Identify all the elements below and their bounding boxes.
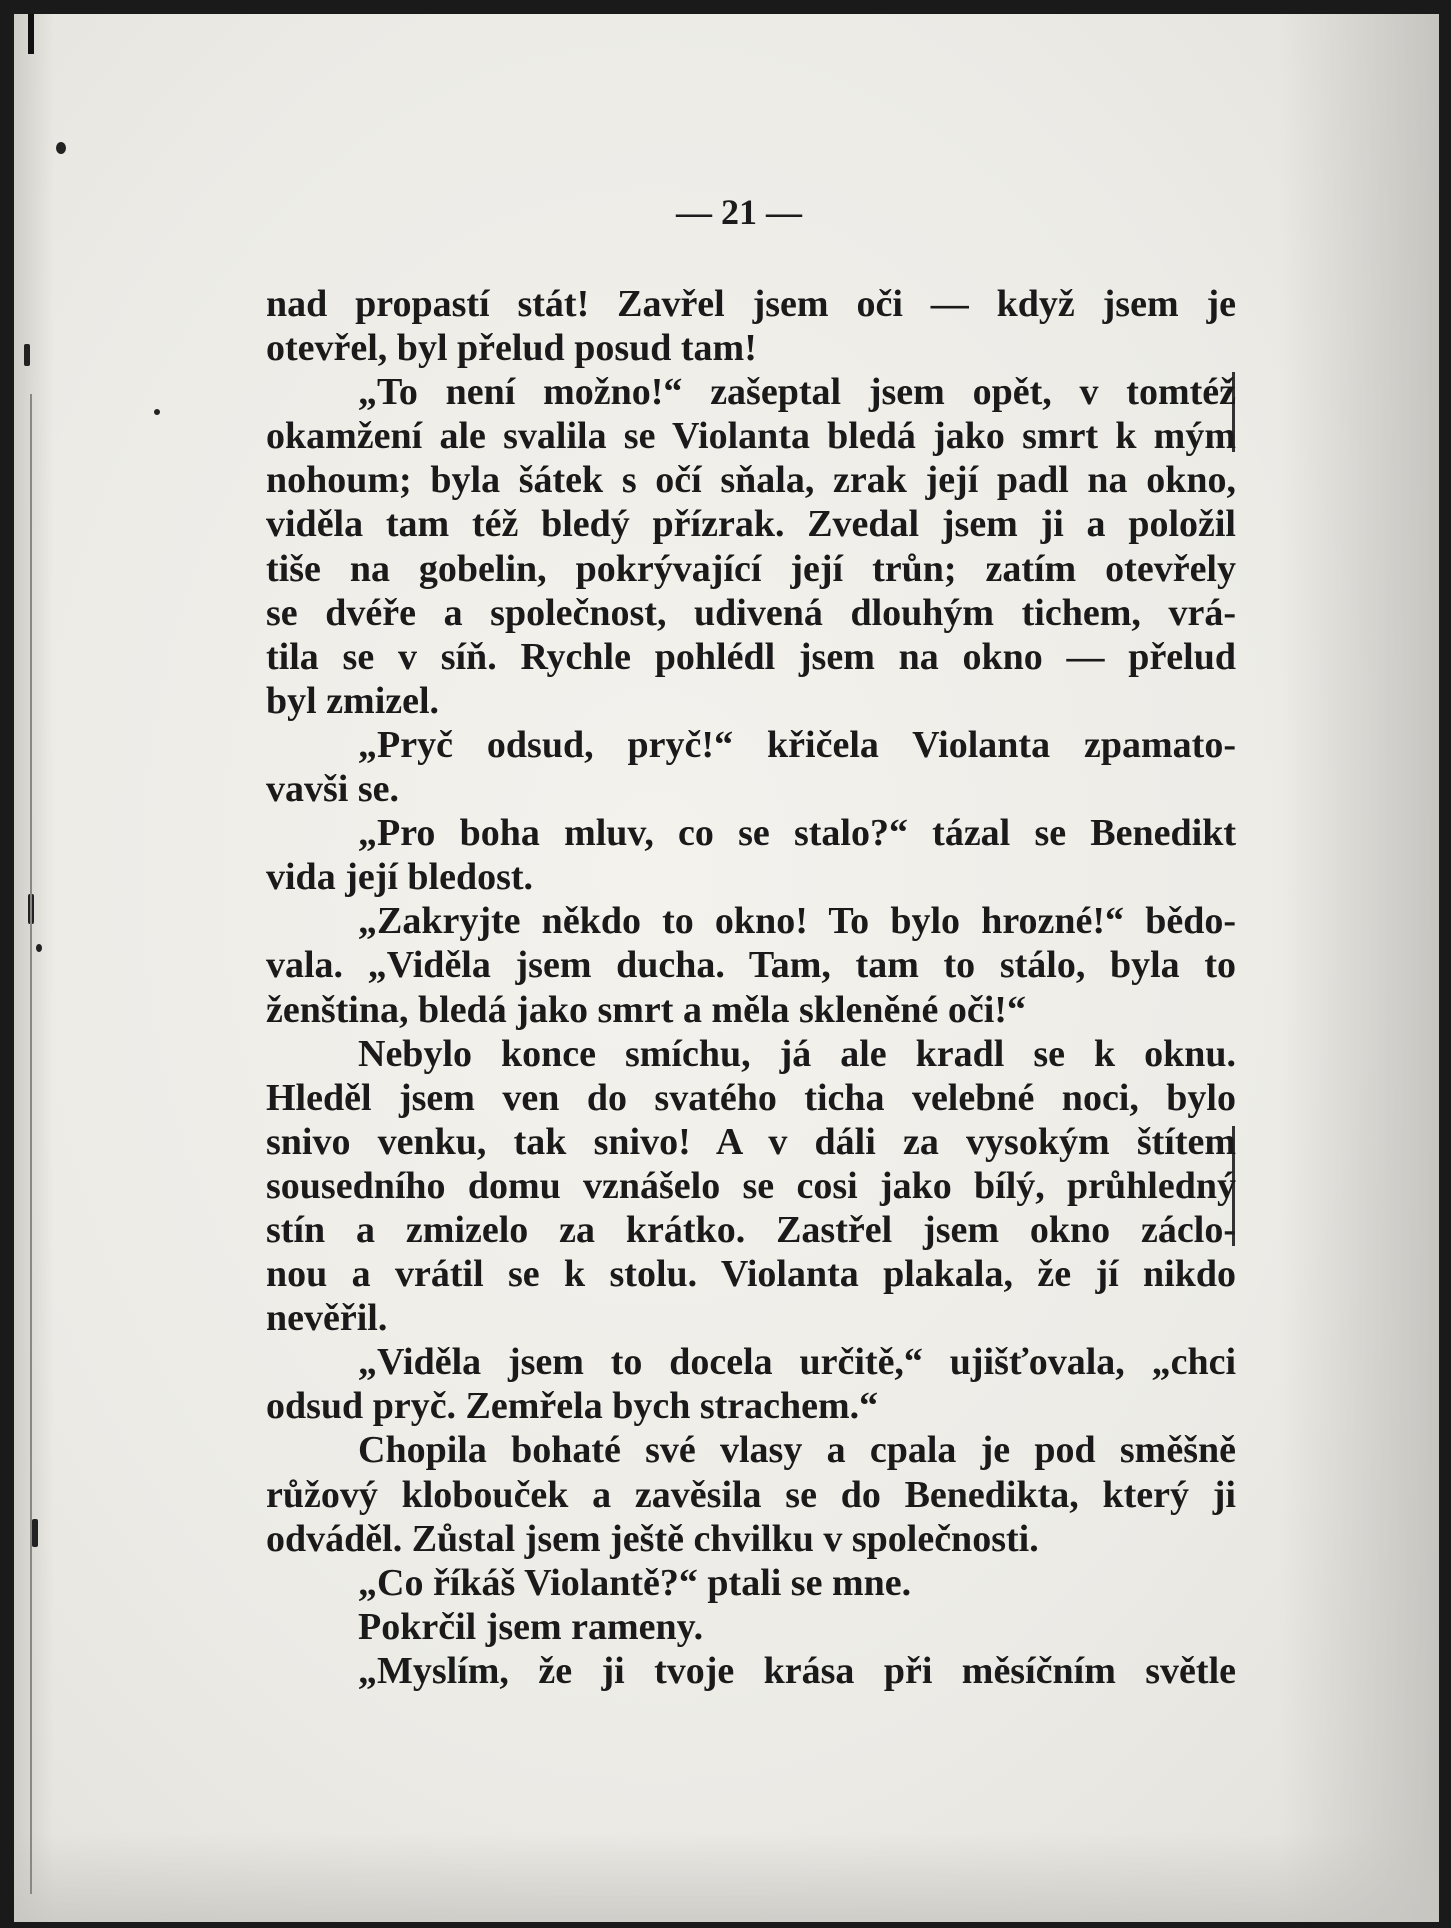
text-line: otevřel, byl přelud posud tam! <box>266 327 757 370</box>
text-line: Pokrčil jsem rameny. <box>358 1605 704 1648</box>
ink-speck <box>154 409 160 415</box>
left-margin-line <box>30 394 32 1894</box>
text-line: odsud pryč. Zemřela bych strachem.“ <box>266 1385 879 1428</box>
text-line: „Myslím, že ji tvoje krása při měsíčním světle <box>358 1649 1236 1692</box>
text-line: nou a vrátil se k stolu. Violanta plakala, že jí nikdo <box>266 1253 1236 1296</box>
right-edge-shading <box>1279 14 1439 1922</box>
text-line: vala. „Viděla jsem ducha. Tam, tam to stálo, byla to <box>266 944 1236 987</box>
text-line: se dvéře a společnost, udivená dlouhým tichem, vrá- <box>266 591 1236 634</box>
text-line: vavši se. <box>266 768 399 811</box>
left-edge-shading <box>14 14 54 1922</box>
text-line: nohoum; byla šátek s očí sňala, zrak její padl na okno, <box>266 459 1236 502</box>
text-line: nad propastí stát! Zavřel jsem oči — když jsem je <box>266 283 1236 325</box>
page-number: — 21 — <box>676 192 802 232</box>
text-line: tila se v síň. Rychle pohlédl jsem na okno — přelud <box>266 635 1236 678</box>
ink-speck <box>24 344 30 366</box>
text-line: růžový klobouček a zavěsila se do Benedikta, který ji <box>266 1473 1236 1516</box>
text-line: sousedního domu vznášelo se cosi jako bílý, průhledný <box>266 1164 1236 1207</box>
text-line: nevěřil. <box>266 1297 388 1340</box>
text-line: Chopila bohaté své vlasy a cpala je pod směšně <box>358 1429 1236 1472</box>
text-line: Hleděl jsem ven do svatého ticha velebné noci, bylo <box>266 1076 1236 1119</box>
text-line: viděla tam též bledý přízrak. Zvedal jsem ji a položil <box>266 503 1236 546</box>
text-line: „Pryč odsud, pryč!“ křičela Violanta zpamato- <box>358 723 1236 766</box>
text-line: snivo venku, tak snivo! A v dáli za vysokým štítem <box>266 1120 1236 1163</box>
body-text <box>266 282 1236 1693</box>
text-line: Nebylo konce smíchu, já ale kradl se k oknu. <box>358 1032 1236 1075</box>
text-line: „Viděla jsem to docela určitě,“ ujišťovala, „chci <box>358 1341 1236 1384</box>
ink-speck <box>36 944 42 952</box>
text-line: „To není možno!“ zašeptal jsem opět, v tomtéž <box>358 371 1236 414</box>
text-line: „Co říkáš Violantě?“ ptali se mne. <box>358 1561 912 1604</box>
paper-sheet <box>14 14 1439 1922</box>
text-line: odváděl. Zůstal jsem ještě chvilku v společnosti. <box>266 1517 1039 1560</box>
text-line: tiše na gobelin, pokrývající její trůn; zatím otevřely <box>266 547 1236 590</box>
ink-speck <box>56 142 66 154</box>
text-line: okamžení ale svalila se Violanta bledá jako smrt k mým <box>266 415 1236 458</box>
bottom-edge-shading <box>14 1832 1439 1922</box>
ink-speck <box>32 1519 38 1547</box>
text-line: stín a zmizelo za krátko. Zastřel jsem okno záclo- <box>266 1208 1236 1251</box>
text-line: byl zmizel. <box>266 679 440 722</box>
text-line: vida její bledost. <box>266 856 534 899</box>
text-line: „Pro boha mluv, co se stalo?“ tázal se Benedikt <box>358 812 1236 855</box>
text-line: „Zakryjte někdo to okno! To bylo hrozné!“ bědo- <box>358 900 1236 943</box>
left-margin-line <box>28 14 34 54</box>
text-line: ženština, bledá jako smrt a měla skleněné oči!“ <box>266 988 1026 1031</box>
